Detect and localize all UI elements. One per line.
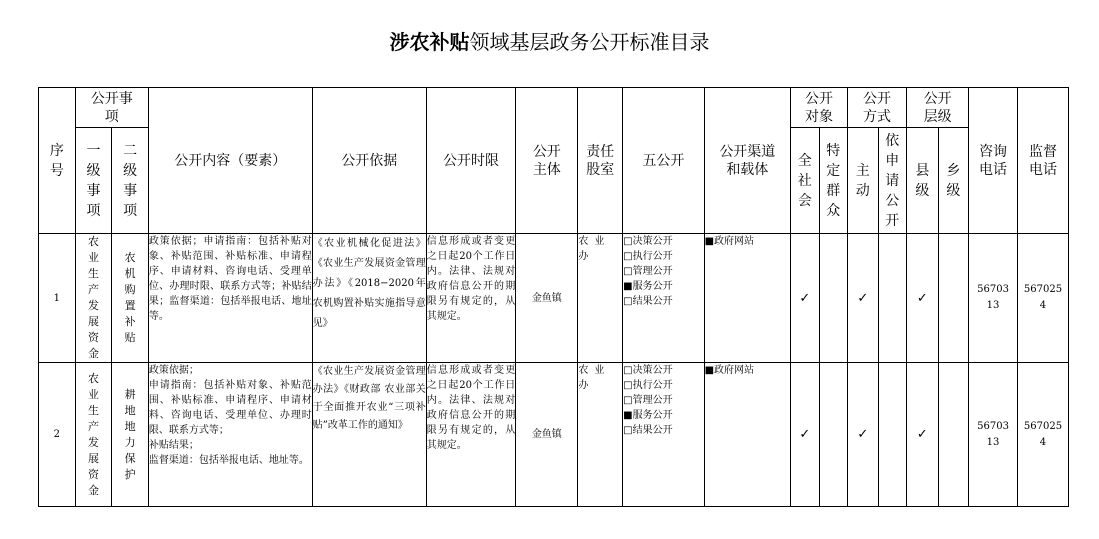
row-phone: 5670313: [969, 234, 1018, 363]
page-title: [0, 26, 1099, 55]
table-row: [39, 363, 1069, 507]
row-subject: 金鱼镇: [516, 363, 578, 507]
row-five: [623, 363, 704, 507]
header-method: 公开方式: [848, 88, 907, 128]
row-office: 农业办: [578, 363, 623, 507]
row-level2: 农机购置补贴: [112, 234, 149, 363]
row-level2: 耕地地力保护: [112, 363, 149, 507]
five-option: □执行公开: [623, 380, 673, 391]
row-specific: [819, 363, 847, 507]
check-mark: ✓: [907, 363, 939, 507]
header-content: 公开内容（要素）: [148, 88, 312, 234]
row-phone: 5670313: [969, 363, 1018, 507]
five-option: □结果公开: [623, 425, 673, 436]
header-all-society: 全社会: [791, 128, 819, 234]
header-channel: 公开渠道和载体: [704, 88, 791, 234]
row-seq: 2: [39, 363, 76, 507]
title-bold: 涉农补贴: [389, 30, 470, 54]
header-on-request: 依申请公开: [878, 128, 906, 234]
row-on-request: [878, 234, 906, 363]
row-five: [623, 234, 704, 363]
header-subject: 公开主体: [516, 88, 578, 234]
header-active: 主动: [848, 128, 879, 234]
five-option: □管理公开: [623, 266, 673, 277]
header-township: 乡级: [938, 128, 969, 234]
row-supervise: 5670254: [1017, 234, 1068, 363]
check-mark: ✓: [848, 363, 879, 507]
catalog-table: [38, 87, 1069, 507]
header-level: 公开层级: [907, 88, 969, 128]
row-channel: ■政府网站: [704, 363, 791, 507]
check-mark: ✓: [791, 234, 819, 363]
five-option: □决策公开: [623, 365, 673, 376]
header-seq: 序号: [39, 88, 76, 234]
five-option: □结果公开: [623, 296, 673, 307]
five-option: □决策公开: [623, 236, 673, 247]
row-time: 信息形成或者变更之日起20个工作日内。法律、法规对政府信息公开的期限另有规定的，从其规定。: [426, 234, 516, 363]
row-level1: 农业生产发展资金: [75, 234, 112, 363]
row-basis: 《农业生产发展资金管理办法》《财政部 农业部关于全面推开农业“三项补贴”改革工作的通知》: [312, 363, 426, 507]
row-on-request: [878, 363, 906, 507]
header-supervise: 监督电话: [1017, 88, 1068, 234]
five-option: ■服务公开: [623, 410, 673, 421]
row-content: 政策依据； 申请指南：包括补贴对象、补贴范围、补贴标准、申请程序、申请材料、咨询电话、受理单位、办理时限、联系方式等； 补贴结果； 监督渠道：包括举报电话、地址等。: [148, 363, 312, 507]
header-five: 五公开: [623, 88, 704, 234]
header-phone: 咨询电话: [969, 88, 1018, 234]
header-specific: 特定群众: [819, 128, 847, 234]
check-mark: ✓: [907, 234, 939, 363]
header-time: 公开时限: [426, 88, 516, 234]
row-content: 政策依据；申请指南：包括补贴对象、补贴范围、补贴标准、申请程序、申请材料、咨询电话、受理单位、办理时限、联系方式等；补贴结果；监督渠道：包括举报电话、地址等。: [148, 234, 312, 363]
row-specific: [819, 234, 847, 363]
row-channel: ■政府网站: [704, 234, 791, 363]
row-supervise: 5670254: [1017, 363, 1068, 507]
five-option: □管理公开: [623, 395, 673, 406]
row-township: [938, 363, 969, 507]
header-basis: 公开依据: [312, 88, 426, 234]
row-township: [938, 234, 969, 363]
header-county: 县级: [907, 128, 939, 234]
five-option: □执行公开: [623, 251, 673, 262]
check-mark: ✓: [848, 234, 879, 363]
header-level1: 一级事项: [75, 128, 112, 234]
five-option: ■服务公开: [623, 281, 673, 292]
header-office: 责任股室: [578, 88, 623, 234]
check-mark: ✓: [791, 363, 819, 507]
row-subject: 金鱼镇: [516, 234, 578, 363]
row-seq: 1: [39, 234, 76, 363]
row-basis: 《农业机械化促进法》《农业生产发展资金管理办法》《2018−2020年农机购置补贴实施指导意见》: [312, 234, 426, 363]
row-time: 信息形成或者变更之日起20个工作日内。法律、法规对政府信息公开的期限另有规定的，从其规定。: [426, 363, 516, 507]
header-object: 公开对象: [791, 88, 848, 128]
row-level1: 农业生产发展资金: [75, 363, 112, 507]
table-row: [39, 234, 1069, 363]
header-matter: 公开事项: [75, 88, 148, 128]
row-office: 农业办: [578, 234, 623, 363]
header-level2: 二级事项: [112, 128, 149, 234]
title-rest: 领域基层政务公开标准目录: [469, 30, 710, 54]
